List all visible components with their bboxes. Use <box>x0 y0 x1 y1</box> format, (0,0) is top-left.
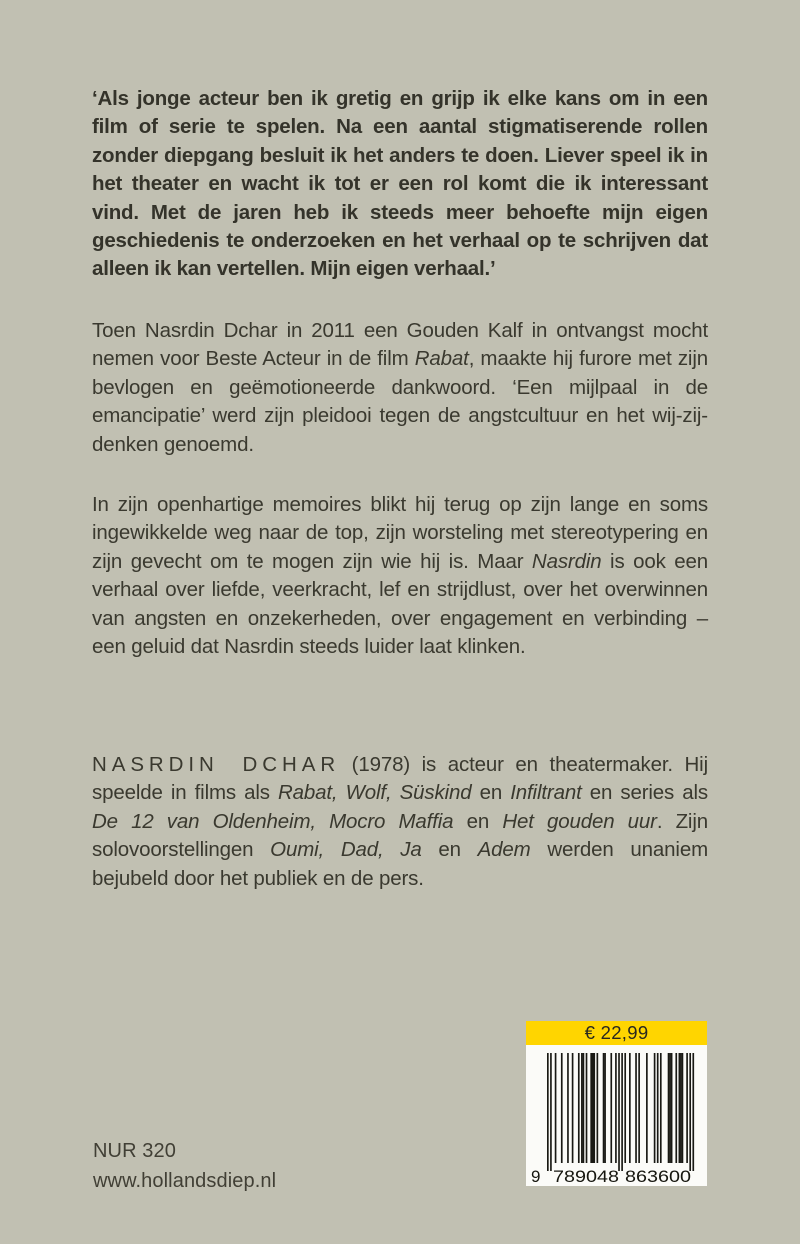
text-run: , maakte hij furore met zijn bevlogen en geëmotioneerde dankwoord. ‘Een mijlpaal in de emancipatie’ werd zijn pleidooi tegen de angstcultuur en het wij-zij-denken genoemd. <box>92 347 708 456</box>
text-run: en <box>453 809 503 833</box>
barcode <box>526 1045 707 1186</box>
text-run: ‘Als jonge acteur ben ik gretig en grijp ik elke kans om in een film of serie te spelen. Na een aantal stigmatiserende rollen zonder diepgang besluit ik het anders te doen. Liever speel ik in het theater en wacht ik tot er een rol komt die ik interessant vind. Met de jaren heb ik steeds meer behoefte mijn eigen geschiedenis te onderzoeken en het verhaal op te schrijven dat alleen ik kan vertellen. Mijn eigen verhaal.’ <box>92 87 708 281</box>
text-run: (1978) is acteur en theatermaker. Hij speelde in films als <box>92 753 708 805</box>
text-run: werden unaniem bejubeld door het publiek en de pers. <box>92 838 709 890</box>
barcode-svg <box>526 1045 707 1186</box>
text-run: en series als <box>581 781 708 805</box>
text-run-italic: Het gouden uur <box>502 809 657 833</box>
text-run-italic: Rabat, Wolf, Süskind <box>277 781 472 805</box>
cover-quote-paragraph <box>92 85 708 284</box>
svg-text:863600: 863600 <box>625 1167 691 1186</box>
price-tag: € 22,99 <box>526 1021 707 1045</box>
text-run-caps: NASRDIN DCHAR <box>92 753 341 776</box>
text-run: en <box>421 838 478 862</box>
text-run: . Zijn solovoorstellingen <box>92 809 708 862</box>
text-run: Toen Nasrdin Dchar in 2011 een Gouden Kalf in ontvangst mocht nemen voor Beste Acteur in de film <box>92 319 708 371</box>
text-run-italic: Adem <box>477 838 531 862</box>
text-run-italic: Nasrdin <box>531 549 602 573</box>
memoir-paragraph <box>92 491 708 661</box>
text-run-italic: De 12 van Oldenheim, Mocro Maffia <box>92 809 454 833</box>
text-run: is ook een verhaal over liefde, veerkracht, lef en strijdlust, over het overwinnen van angsten en onzekerheden, over engagement en verbinding – een geluid dat Nasrdin steeds luider laat klinken. <box>92 549 708 659</box>
nur-code: NUR 320 <box>93 1140 176 1162</box>
text-run-italic: Infiltrant <box>510 781 582 805</box>
award-paragraph <box>92 317 708 459</box>
price-barcode-label <box>526 1021 707 1186</box>
svg-text:789048: 789048 <box>553 1167 619 1186</box>
svg-text:9: 9 <box>531 1167 541 1186</box>
text-run-italic: Oumi, Dad, Ja <box>270 838 422 862</box>
cover-footer <box>93 1136 276 1196</box>
text-run: In zijn openhartige memoires blikt hij terug op zijn lange en soms ingewikkelde weg naar de top, zijn worsteling met stereotypering en zijn gevecht om te mogen zijn wie hij is. Maar <box>92 493 708 573</box>
author-bio-paragraph <box>92 751 708 893</box>
text-run-italic: Rabat <box>414 347 469 371</box>
text-run: en <box>471 781 511 805</box>
publisher-website: www.hollandsdiep.nl <box>93 1170 277 1192</box>
